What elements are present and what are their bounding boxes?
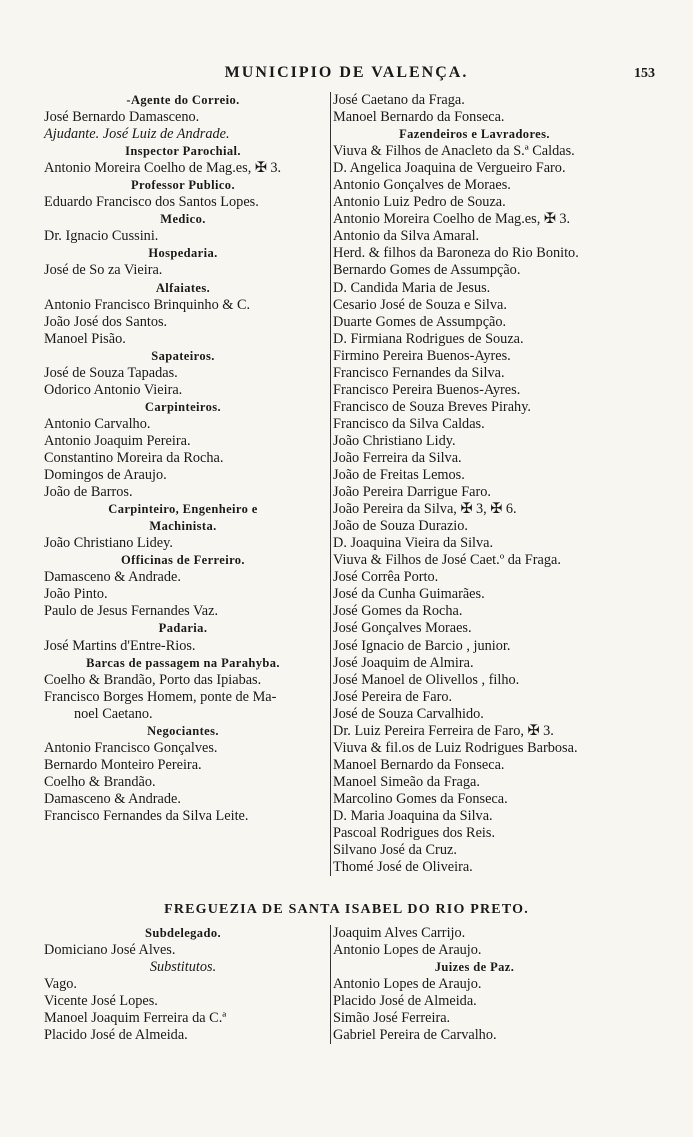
directory-entry: Constantino Moreira da Rocha.: [44, 449, 224, 466]
directory-entry: Thomé José de Oliveira.: [333, 859, 473, 876]
directory-entry: José Martins d'Entre-Rios.: [44, 637, 196, 654]
directory-entry: Herd. & filhos da Baroneza do Rio Bonito.: [333, 245, 579, 262]
directory-entry: José de So za Vieira.: [44, 262, 163, 279]
section-heading: -Agente do Correio.: [126, 93, 240, 107]
section-heading: Subdelegado.: [144, 926, 221, 940]
directory-entry: Dr. Ignacio Cussini.: [44, 228, 159, 245]
directory-entry: João Ferreira da Silva.: [333, 449, 462, 466]
directory-entry: Bernardo Gomes de Assumpção.: [333, 262, 521, 279]
directory-entry: Antonio da Silva Amaral.: [333, 228, 480, 245]
directory-entry: Manoel Bernardo da Fonseca.: [333, 756, 505, 773]
directory-entry: José Joaquim de Almira.: [333, 654, 474, 671]
directory-entry: D. Maria Joaquina da Silva.: [333, 807, 493, 824]
directory-entry: Eduardo Francisco dos Santos Lopes.: [44, 194, 259, 211]
directory-entry: Simão José Ferreira.: [333, 1010, 451, 1027]
directory-entry: Pascoal Rodrigues dos Reis.: [333, 825, 496, 842]
directory-entry: Vago.: [44, 976, 77, 993]
directory-entry: Placido José de Almeida.: [44, 1027, 188, 1044]
directory-entry: Marcolino Gomes da Fonseca.: [333, 790, 508, 807]
column-right: [330, 92, 616, 876]
directory-entry: Francisco Fernandes da Silva Leite.: [44, 807, 249, 824]
directory-entry: Paulo de Jesus Fernandes Vaz.: [44, 603, 219, 620]
directory-entry: José Bernardo Damasceno.: [44, 109, 200, 126]
section-heading: Inspector Parochial.: [125, 144, 241, 159]
section-heading: Hospedaria.: [148, 246, 218, 261]
directory-entry: Antonio Moreira Coelho de Mag.es, ✠ 3.: [333, 211, 571, 228]
directory-entry: Francisco da Silva Caldas.: [333, 415, 485, 432]
directory-entry: Manoel Simeão da Fraga.: [333, 773, 480, 790]
section-heading: Machinista.: [149, 519, 217, 534]
directory-entry: D. Joaquina Vieira da Silva.: [333, 535, 494, 552]
directory-entry: João Christiano Lidy.: [333, 432, 456, 449]
directory-entry: Coelho & Brandão, Porto das Ipiabas.: [44, 671, 262, 688]
section-heading: Carpinteiros.: [144, 399, 222, 414]
directory-entry: Viuva & Filhos de Anacleto da S.ª Caldas.: [333, 143, 575, 160]
directory-entry: Francisco Borges Homem, ponte de Ma-: [44, 688, 277, 705]
directory-entry: João de Souza Durazio.: [333, 518, 468, 535]
directory-entry: Francisco Fernandes da Silva.: [333, 364, 505, 381]
directory-entry: Cesario José de Souza e Silva.: [333, 296, 507, 313]
directory-entry: Viuva & Filhos de José Caet.º da Fraga.: [333, 552, 561, 569]
directory-entry: Manoel Joaquim Ferreira da C.ª: [44, 1010, 227, 1027]
section-heading: Negociantes.: [147, 723, 219, 738]
section-title: FREGUEZIA DE SANTA ISABEL DO RIO PRETO.: [164, 902, 529, 917]
page-number: 153: [634, 66, 655, 81]
section-heading: Alfaiates.: [155, 280, 211, 295]
directory-entry: João Pereira da Silva, ✠ 3, ✠ 6.: [333, 501, 517, 518]
directory-entry: D. Angelica Joaquina de Vergueiro Faro.: [333, 160, 566, 177]
directory-entry: Antonio Gonçalves de Moraes.: [333, 177, 511, 194]
directory-entry: Antonio Francisco Brinquinho & C.: [44, 296, 251, 313]
directory-entry: Gabriel Pereira de Carvalho.: [333, 1027, 497, 1044]
directory-entry: noel Caetano.: [74, 705, 153, 722]
directory-entry: João de Freitas Lemos.: [333, 467, 465, 484]
directory-entry: João José dos Santos.: [44, 313, 168, 330]
directory-entry: Joaquim Alves Carrijo.: [333, 925, 466, 941]
directory-entry: José Corrêa Porto.: [333, 569, 439, 586]
directory-entry: Francisco Pereira Buenos-Ayres.: [333, 381, 521, 398]
directory-entry: Francisco de Souza Breves Pirahy.: [333, 398, 531, 415]
directory-entry: José Pereira de Faro.: [333, 688, 453, 705]
directory-entry: José de Souza Tapadas.: [44, 364, 178, 381]
section-heading: Officinas de Ferreiro.: [121, 553, 245, 568]
section-heading: Substitutos.: [149, 959, 217, 976]
directory-entry: Damasceno & Andrade.: [44, 790, 181, 807]
directory-entry: Viuva & fil.os de Luiz Rodrigues Barbosa.: [333, 739, 578, 756]
directory-entry: Domiciano José Alves.: [44, 942, 176, 959]
section-heading: Carpinteiro, Engenheiro e: [108, 502, 258, 517]
page-title: MUNICIPIO DE VALENÇA.: [224, 64, 469, 81]
directory-entry: Manoel Bernardo da Fonseca.: [333, 109, 505, 126]
section-heading: Padaria.: [158, 621, 208, 636]
directory-entry: D. Candida Maria de Jesus.: [333, 279, 491, 296]
section-heading: Barcas de passagem na Parahyba.: [86, 655, 280, 670]
directory-entry: José da Cunha Guimarães.: [333, 586, 485, 603]
directory-entry: Odorico Antonio Vieira.: [44, 381, 183, 398]
directory-entry: Antonio Lopes de Araujo.: [333, 942, 482, 959]
directory-entry: Antonio Moreira Coelho de Mag.es, ✠ 3.: [44, 160, 282, 177]
directory-entry: Antonio Joaquim Pereira.: [44, 432, 191, 449]
directory-entry: Ajudante. José Luiz de Andrade.: [44, 126, 230, 143]
column-left-section2: [44, 925, 322, 1044]
column-right-section2: [330, 925, 616, 1044]
directory-entry: Manoel Pisão.: [44, 330, 126, 347]
directory-entry: Silvano José da Cruz.: [333, 842, 457, 859]
directory-entry: Domingos de Araujo.: [44, 467, 167, 484]
directory-entry: João Pinto.: [44, 586, 108, 603]
directory-entry: José de Souza Carvalhido.: [333, 705, 484, 722]
section-heading: Professor Publico.: [131, 178, 235, 193]
directory-entry: Coelho & Brandão.: [44, 773, 156, 790]
directory-entry: Antonio Francisco Gonçalves.: [44, 739, 218, 756]
section-heading: Juizes de Paz.: [434, 960, 515, 975]
directory-entry: José Manoel de Olivellos , filho.: [333, 671, 520, 688]
column-left: [44, 92, 322, 825]
directory-entry: João Pereira Darrigue Faro.: [333, 484, 491, 501]
directory-entry: D. Firmiana Rodrigues de Souza.: [333, 330, 524, 347]
directory-entry: João Christiano Lidey.: [44, 535, 173, 552]
directory-entry: Firmino Pereira Buenos-Ayres.: [333, 347, 511, 364]
directory-entry: Duarte Gomes de Assumpção.: [333, 313, 507, 330]
directory-entry: Vicente José Lopes.: [44, 993, 158, 1010]
directory-entry: Dr. Luiz Pereira Ferreira de Faro, ✠ 3.: [333, 722, 554, 739]
directory-entry: José Caetano da Fraga.: [333, 92, 465, 108]
directory-entry: Antonio Lopes de Araujo.: [333, 976, 482, 993]
directory-entry: Placido José de Almeida.: [333, 993, 477, 1010]
section-heading: Medico.: [160, 212, 206, 227]
directory-entry: Antonio Carvalho.: [44, 415, 151, 432]
directory-entry: Bernardo Monteiro Pereira.: [44, 756, 202, 773]
directory-entry: José Gonçalves Moraes.: [333, 620, 472, 637]
directory-entry: José Gomes da Rocha.: [333, 603, 463, 620]
directory-entry: Antonio Luiz Pedro de Souza.: [333, 194, 506, 211]
directory-entry: Damasceno & Andrade.: [44, 569, 181, 586]
directory-entry: José Ignacio de Barcio , junior.: [333, 637, 511, 654]
section-heading: Fazendeiros e Lavradores.: [399, 127, 550, 142]
page-header: [0, 64, 693, 88]
section-heading: Sapateiros.: [151, 348, 215, 363]
directory-entry: João de Barros.: [44, 484, 133, 501]
